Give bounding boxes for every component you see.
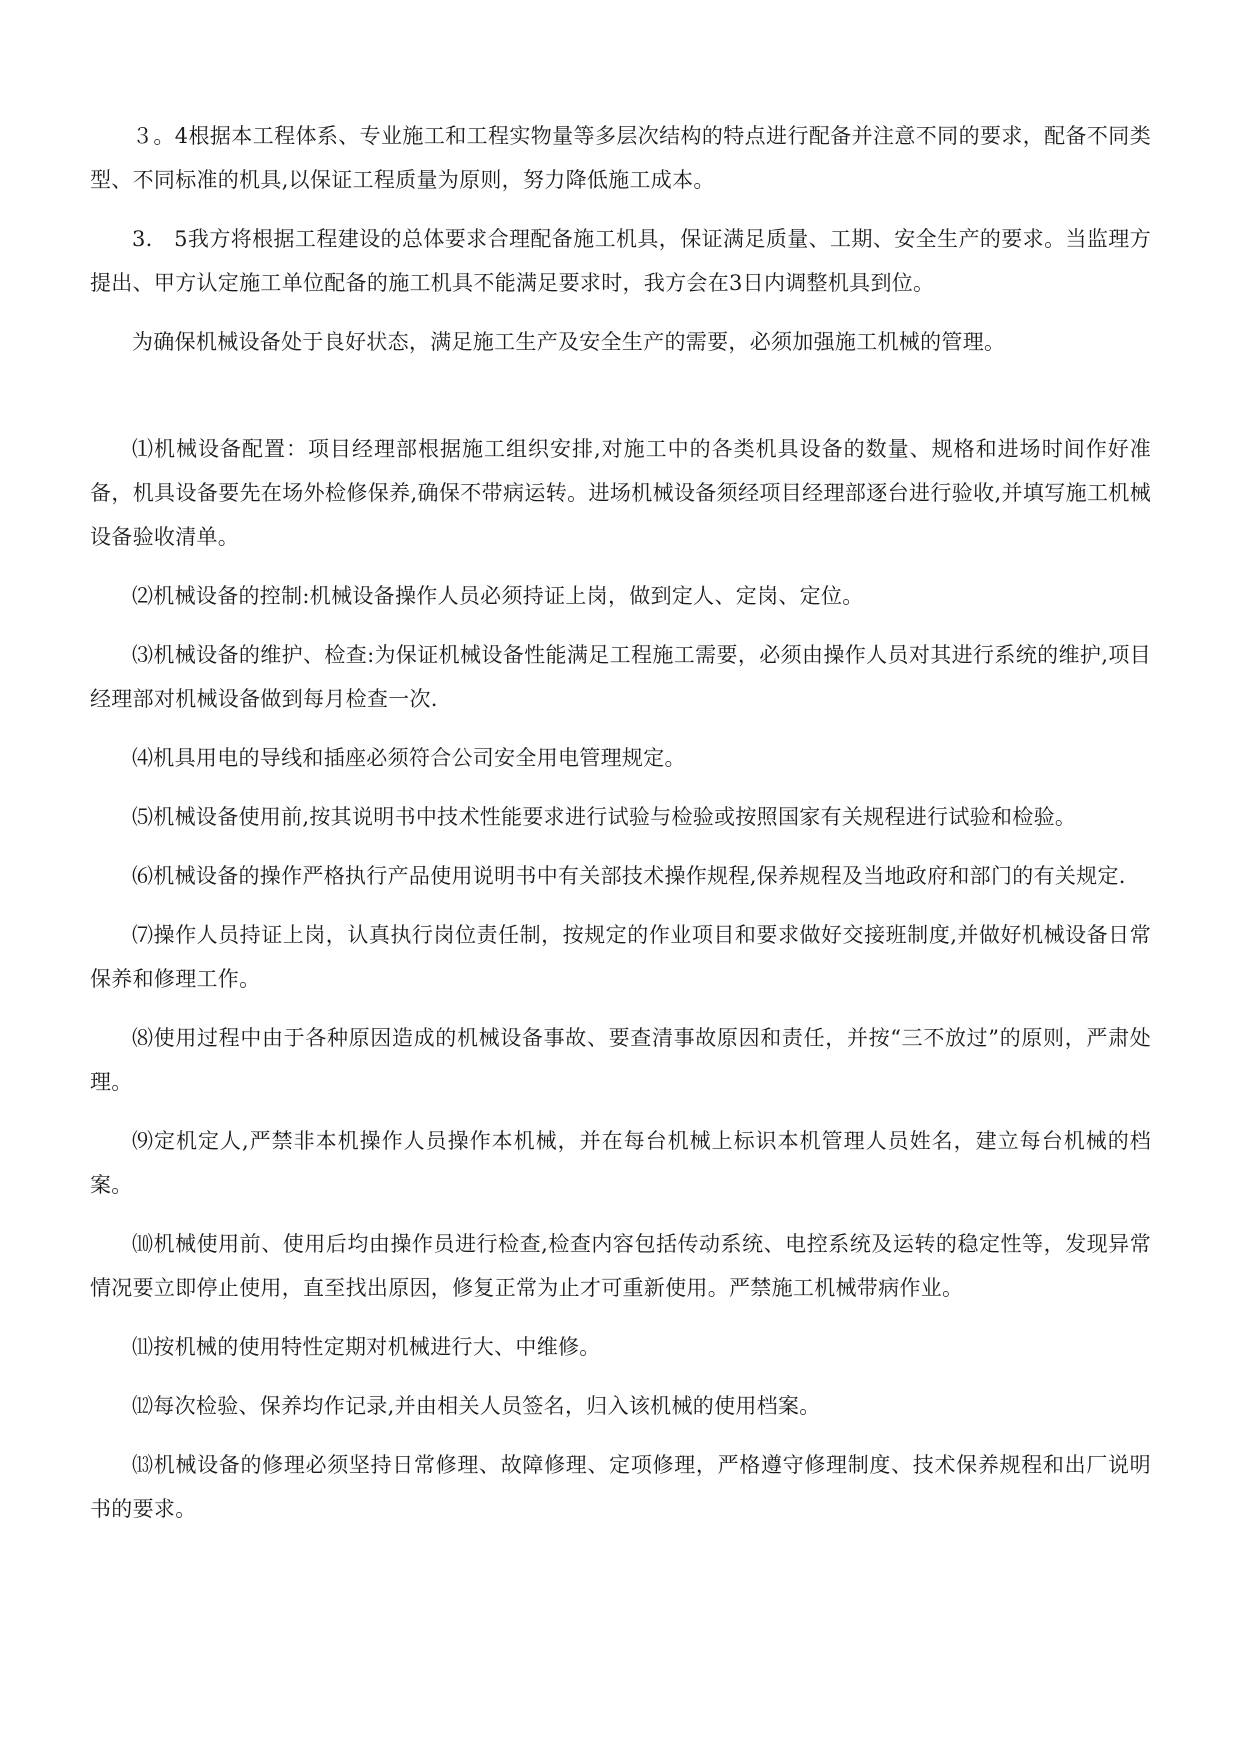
paragraph-item-4: ⑷机具用电的导线和插座必须符合公司安全用电管理规定。 (132, 746, 686, 770)
section-gap (90, 379, 1151, 427)
paragraph-item-11: ⑾按机械的使用特性定期对机械进行大、中维修。 (132, 1335, 601, 1359)
paragraph-item-13: ⒀机械设备的修理必须坚持日常修理、故障修理、定项修理，严格遵守修理制度、技术保养规程和出厂说明书的要求。 (90, 1453, 1151, 1521)
paragraph-3-5: 3. 5我方将根据工程建设的总体要求合理配备施工机具，保证满足质量、工期、安全生产的要求。当监理方提出、甲方认定施工单位配备的施工机具不能满足要求时，我方会在3日内调整机具到位。 (90, 227, 1151, 295)
paragraph-item-12: ⑿每次检验、保养均作记录,并由相关人员签名，归入该机械的使用档案。 (132, 1394, 821, 1418)
paragraph-item-10: ⑽机械使用前、使用后均由操作员进行检查,检查内容包括传动系统、电控系统及运转的稳定性等，发现异常情况要立即停止使用，直至找出原因，修复正常为止才可重新使用。严禁施工机械带病作业。 (90, 1232, 1151, 1300)
paragraph-3-4: ３。4根据本工程体系、专业施工和工程实物量等多层次结构的特点进行配备并注意不同的要求，配备不同类型、不同标准的机具,以保证工程质量为原则，努力降低施工成本。 (90, 124, 1151, 192)
paragraph-management-intro: 为确保机械设备处于良好状态，满足施工生产及安全生产的需要，必须加强施工机械的管理。 (132, 330, 1006, 354)
document-body (90, 114, 1151, 1546)
paragraph-item-3: ⑶机械设备的维护、检查:为保证机械设备性能满足工程施工需要，必须由操作人员对其进行系统的维护,项目经理部对机械设备做到每月检查一次. (90, 643, 1151, 711)
paragraph-item-2: ⑵机械设备的控制:机械设备操作人员必须持证上岗，做到定人、定岗、定位。 (132, 584, 864, 608)
paragraph-item-7: ⑺操作人员持证上岗，认真执行岗位责任制，按规定的作业项目和要求做好交接班制度,并做好机械设备日常保养和修理工作。 (90, 923, 1151, 991)
paragraph-item-1: ⑴机械设备配置：项目经理部根据施工组织安排,对施工中的各类机具设备的数量、规格和进场时间作好准备，机具设备要先在场外检修保养,确保不带病运转。进场机械设备须经项目经理部逐台进行验收,并填写施工机械设备验收清单。 (90, 437, 1151, 549)
paragraph-item-9: ⑼定机定人,严禁非本机操作人员操作本机械，并在每台机械上标识本机管理人员姓名，建立每台机械的档案。 (90, 1129, 1151, 1197)
paragraph-item-6: ⑹机械设备的操作严格执行产品使用说明书中有关部技术操作规程,保养规程及当地政府和部门的有关规定. (132, 864, 1126, 888)
paragraph-item-5: ⑸机械设备使用前,按其说明书中技术性能要求进行试验与检验或按照国家有关规程进行试验和检验。 (132, 805, 1077, 829)
paragraph-item-8: ⑻使用过程中由于各种原因造成的机械设备事故、要查清事故原因和责任，并按“三不放过”的原则，严肃处理。 (90, 1026, 1151, 1094)
